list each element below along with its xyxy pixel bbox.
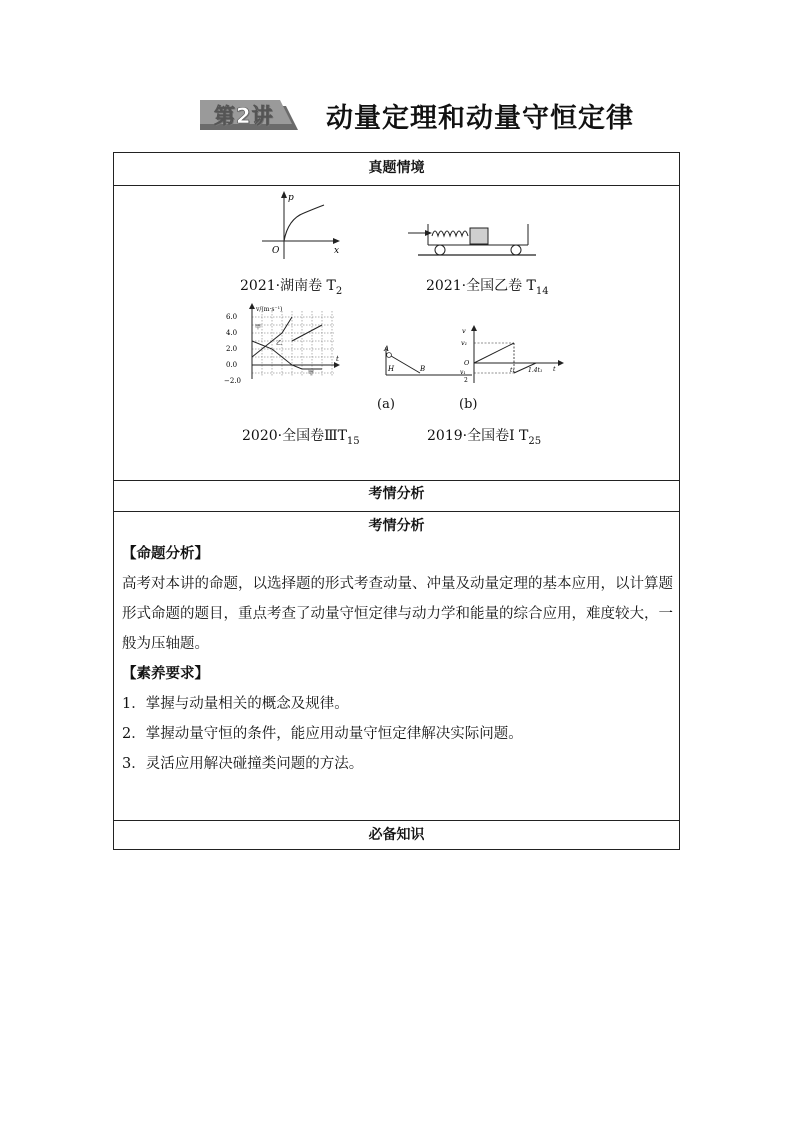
- figure-p-x-graph: [254, 191, 344, 271]
- fig4a-label: B: [420, 365, 426, 373]
- fig4-part-a-label: (a): [377, 397, 395, 412]
- lecture-label: 第2讲: [214, 104, 274, 128]
- mingti-paragraph: 高考对本讲的命题，以选择题的形式考查动量、冲量及动量定理的基本应用，以计算题形式命题的题目，重点考查了动量守恒定律与动力学和能量的综合应用，难度较大，一般为压轴题。: [122, 576, 673, 652]
- content-table: [113, 152, 680, 850]
- figure-spring-cart: [406, 219, 541, 259]
- fig3-tick: 0.0: [226, 361, 238, 369]
- fig4b-label: t₁: [510, 367, 515, 374]
- fig4b-label: t: [553, 365, 556, 373]
- requirement-item: 3．灵活应用解决碰撞类问题的方法。: [122, 756, 364, 772]
- fig3-curve-label: 乙: [276, 340, 283, 347]
- fig1-origin-label: O: [272, 246, 280, 256]
- divider: [114, 820, 679, 821]
- fig3-y-axis-label: v/(m·s⁻¹): [256, 306, 283, 313]
- fig3-curve-label: 甲: [308, 370, 315, 377]
- fig4-caption: 2019·全国卷Ⅰ $T_{25}$: [427, 428, 542, 447]
- fig4a-label: A: [384, 345, 390, 353]
- suyang-heading: 【素养要求】: [122, 666, 209, 682]
- fig4b-label: 2: [464, 377, 468, 384]
- section-analysis-subheader: 考情分析: [368, 518, 425, 534]
- fig3-caption: 2020·全国卷$ⅢT_{15}$: [242, 428, 360, 447]
- section-knowledge: 必备知识: [368, 827, 425, 843]
- page-title: 动量定理和动量守恒定律: [326, 103, 634, 134]
- fig3-curve-label: 甲: [255, 324, 262, 331]
- requirement-item: 2．掌握动量守恒的条件，能应用动量守恒定律解决实际问题。: [122, 726, 523, 742]
- fig3-x-axis-label: t: [336, 355, 339, 363]
- section-analysis-header: 考情分析: [368, 486, 425, 502]
- fig1-caption: 2021·湖南卷 $T_2$: [240, 278, 343, 297]
- fig4b-label: 1.4t₁: [528, 367, 543, 374]
- divider: [114, 480, 679, 481]
- fig4b-label: v₁: [461, 339, 468, 347]
- fig2-caption: 2021·全国乙卷 $T_{14}$: [426, 278, 549, 297]
- fig4b-label: v: [462, 327, 466, 335]
- requirement-item: 1．掌握与动量相关的概念及规律。: [122, 696, 349, 712]
- figure-v-t-grid-graph: [224, 303, 344, 385]
- mingti-heading: 【命题分析】: [122, 546, 209, 562]
- fig4b-label: O: [464, 359, 470, 367]
- fig3-tick: −2.0: [224, 377, 241, 385]
- fig4a-label: H: [388, 365, 395, 373]
- section-real-questions: 真题情境: [368, 160, 425, 176]
- fig3-tick: 4.0: [226, 329, 238, 337]
- divider: [114, 185, 679, 186]
- fig1-y-axis-label: p: [288, 193, 294, 203]
- fig3-tick: 6.0: [226, 313, 238, 321]
- title-bar: [200, 96, 680, 136]
- fig3-tick: 2.0: [226, 345, 238, 353]
- figure-v-t-b: [458, 325, 568, 387]
- fig4b-label: v₁: [460, 369, 466, 376]
- fig4-part-b-label: (b): [459, 397, 478, 412]
- divider: [114, 511, 679, 512]
- fig1-x-axis-label: x: [334, 246, 340, 256]
- analysis-body: [122, 539, 674, 779]
